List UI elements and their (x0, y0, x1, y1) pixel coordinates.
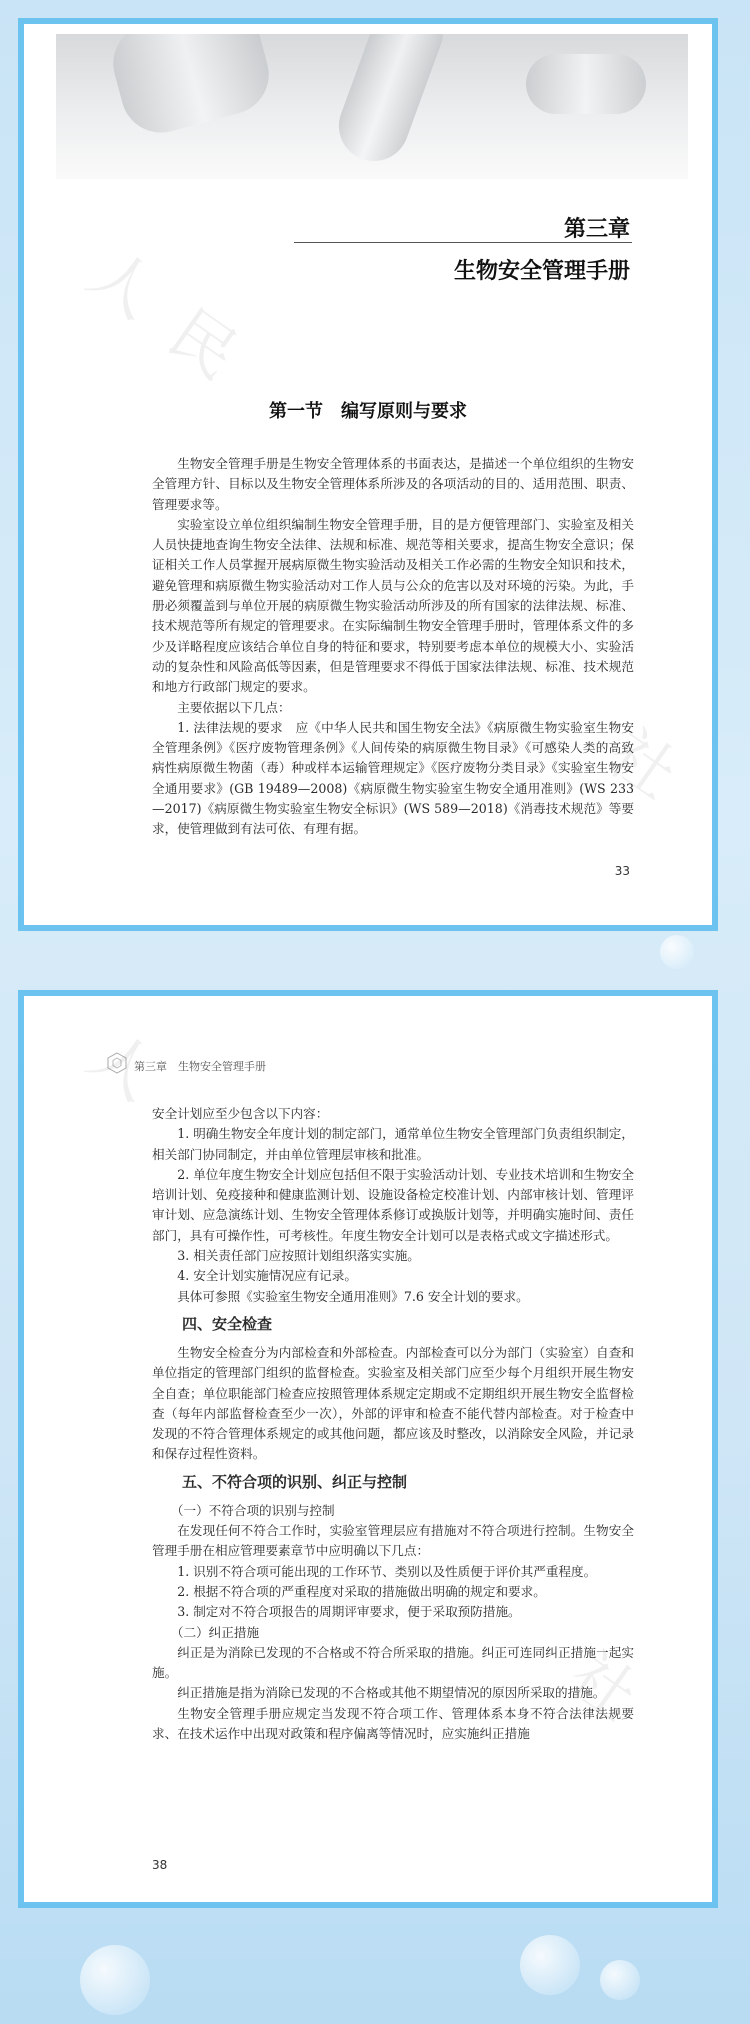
page2-body (152, 1104, 634, 1744)
background-bubble (80, 1945, 150, 2015)
list-item: 3. 相关责任部门应按照计划组织落实实施。 (177, 1248, 420, 1264)
paragraph: 1. 法律法规的要求 应《中华人民共和国生物安全法》《病原微生物实验室生物安全管理条例》《医疗废物管理条例》《人间传染的病原微生物目录》《可感染人类的高致病性病原微生物菌（毒）种或样本运输管理规定》《医疗废物分类目录》《实验室生物安全通用要求》(GB 19489—2008)《病原微生物实验室生物安全通用准则》(WS 233—2017)《病原微生物实验室生物安全标识》(WS 589—2018)《消毒技术规范》等要求，使管理做到有法可依、有理有据。 (152, 719, 634, 837)
background-bubble (520, 1935, 580, 1995)
list-item: 2. 单位年度生物安全计划应包括但不限于实验活动计划、专业技术培训和生物安全培训计划、免疫接种和健康监测计划、设施设备检定校准计划、内部审核计划、管理评审计划、应急演练计划、生物安全管理体系修订或换版计划等，并明确实施时间、责任部门，具有可操作性，可考核性。年度生物安全计划可以是表格式或文字描述形式。 (152, 1166, 634, 1243)
publisher-watermark: 社 (595, 716, 690, 814)
publisher-watermark: 人 (75, 1018, 170, 1116)
book-page-33 (18, 18, 718, 931)
list-item: 1. 识别不符合项可能出现的工作环节、类别以及性质便于评价其严重程度。 (177, 1563, 597, 1579)
publisher-watermark: 社 (555, 1638, 650, 1736)
page-number: 38 (152, 1858, 168, 1872)
list-item: 3. 制定对不符合项报告的周期评审要求，便于采取预防措施。 (177, 1604, 521, 1620)
heading-safety-inspection: 四、安全检查 (182, 1314, 273, 1333)
background-bubble (600, 1960, 640, 2000)
subheading-corrective-action: （二）纠正措施 (170, 1624, 260, 1640)
chapter-title: 生物安全管理手册 (453, 259, 630, 284)
list-item: 2. 根据不符合项的严重程度对采取的措施做出明确的规定和要求。 (177, 1583, 546, 1599)
paragraph: 安全计划应至少包含以下内容： (152, 1106, 329, 1121)
paragraph: 生物安全管理手册是生物安全管理体系的书面表达，是描述一个单位组织的生物安全管理方针、目标以及生物安全管理体系所涉及的各项活动的目的、适用范围、职责、管理要求等。 (152, 456, 634, 512)
list-item: 1. 明确生物安全年度计划的制定部门，通常单位生物安全管理部门负责组织制定，相关部门协同制定，并由单位管理层审核和批准。 (152, 1126, 634, 1162)
paragraph: 生物安全管理手册应规定当发现不符合项工作、管理体系本身不符合法律法规要求、在技术运作中出现对政策和程序偏离等情况时，应实施纠正措施 (152, 1705, 634, 1742)
book-page-38 (18, 990, 718, 1908)
paragraph: 实验室设立单位组织编制生物安全管理手册，目的是方便管理部门、实验室及相关人员快捷地查询生物安全法律、法规和标准、规范等相关要求，提高生物安全意识；保证相关工作人员掌握开展病原微生物实验活动及相关工作必需的生物安全知识和技术，避免管理和病原微生物实验活动对工作人员与公众的危害以及对环境的污染。为此，手册必须覆盖到与单位开展的病原微生物实验活动所涉及的所有国家的法律法规、标准、技术规范等所有规定的管理要求。在实际编制生物安全管理手册时，管理体系文件的多少及详略程度应该结合单位自身的特征和要求，特别要考虑本单位的规模大小、实验活动的复杂性和风险高低等因素，但是管理要求不得低于国家法律法规、标准、技术规范和地方行政部门规定的要求。 (152, 516, 634, 695)
publisher-watermark: 人 (75, 236, 170, 334)
paragraph: 生物安全检查分为内部检查和外部检查。内部检查可以分为部门（实验室）自查和单位指定的管理部门组织的监督检查。实验室及相关部门应至少每个月组织开展生物安全自查；单位职能部门检查应按照管理体系规定定期或不定期组织开展生物安全监督检查（每年内部监督检查至少一次），外部的评审和检查不能代替内部检查。对于检查中发现的不符合管理体系规定的或其他问题，都应该及时整改，以消除安全风险，并记录和保存过程性资料。 (152, 1344, 634, 1462)
chapter-number: 第三章 (563, 217, 630, 242)
paragraph: 纠正是为消除已发现的不合格或不符合所采取的措施。纠正可连同纠正措施一起实施。 (152, 1644, 634, 1681)
heading-nonconformity: 五、不符合项的识别、纠正与控制 (182, 1472, 408, 1491)
lab-glassware-header-image (56, 34, 688, 179)
page1-body (152, 454, 634, 840)
hexagon-logo-icon (106, 1052, 128, 1074)
publisher-watermark: 民 (155, 296, 250, 394)
paragraph: 主要依据以下几点： (177, 699, 291, 715)
paragraph: 具体可参照《实验室生物安全通用准则》7.6 安全计划的要求。 (177, 1288, 529, 1304)
page-number: 33 (614, 864, 630, 878)
background-bubble (660, 935, 694, 969)
chapter-divider (294, 242, 632, 243)
paragraph: 纠正措施是指为消除已发现的不合格或其他不期望情况的原因所采取的措施。 (177, 1685, 606, 1701)
paragraph: 在发现任何不符合工作时，实验室管理层应有措施对不符合项进行控制。生物安全管理手册在相应管理要素章节中应明确以下几点： (152, 1523, 634, 1559)
list-item: 4. 安全计划实施情况应有记录。 (177, 1268, 357, 1284)
subheading-identification: （一）不符合项的识别与控制 (170, 1502, 335, 1518)
running-head: 第三章 生物安全管理手册 (134, 1060, 266, 1073)
section-title: 第一节 编写原则与要求 (269, 401, 467, 422)
